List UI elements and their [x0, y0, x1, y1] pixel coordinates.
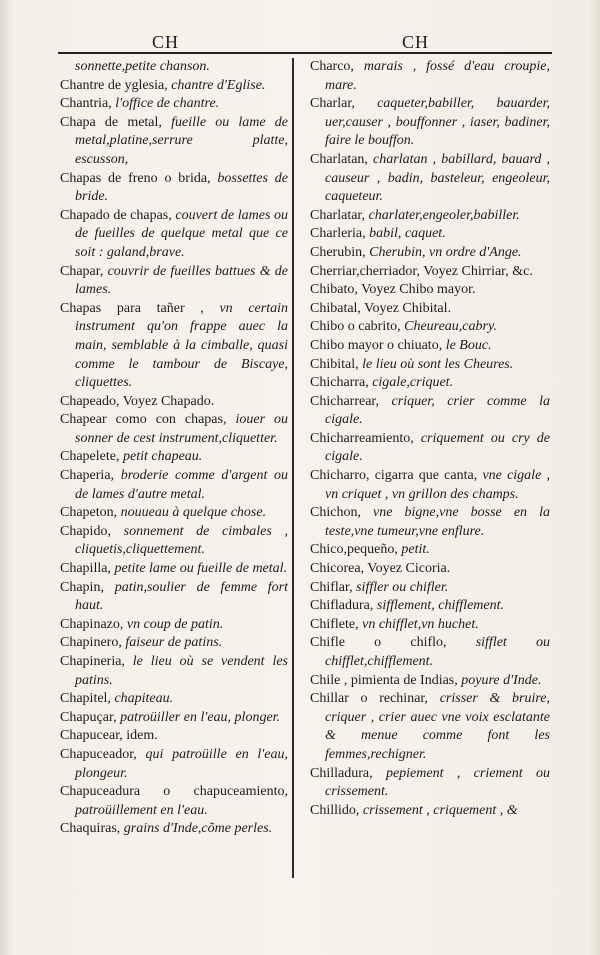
dictionary-entry — [60, 690, 288, 709]
entry-headword: Chibato, Voyez Chibo mayor. — [310, 282, 476, 298]
entry-headword: Chapas de freno o brida, — [60, 170, 211, 186]
entry-definition: siffler ou chifler. — [356, 579, 449, 595]
right-column — [310, 58, 550, 820]
entry-headword: Chapitel, — [60, 691, 111, 707]
entry-headword: Chicharreamiento, — [310, 430, 414, 446]
entry-definition: faiseur de patins. — [125, 635, 223, 651]
entry-definition: cigale,criquet. — [372, 375, 454, 391]
entry-headword: Chicharrear, — [310, 393, 380, 409]
dictionary-entry — [310, 300, 550, 319]
entry-headword: Chapa de metal, — [60, 114, 162, 130]
dictionary-entry — [310, 318, 550, 337]
header-rule — [58, 52, 552, 54]
dictionary-entry — [310, 151, 550, 207]
dictionary-entry — [310, 597, 550, 616]
entry-headword: Charlar, — [310, 96, 355, 112]
entry-definition: sifflet ou chifflet,chifflement. — [325, 635, 550, 669]
entry-definition: vne cigale , vn criquet , vn grillon des champs. — [325, 468, 550, 502]
dictionary-entry — [60, 746, 288, 783]
dictionary-entry — [310, 504, 550, 541]
dictionary-entry — [310, 337, 550, 356]
dictionary-entry — [310, 579, 550, 598]
dictionary-entry — [310, 281, 550, 300]
entry-headword: Chillido, — [310, 802, 360, 818]
entry-definition: iouer ou sonner de cest instrument,cliquetter. — [75, 412, 288, 446]
dictionary-entry — [60, 616, 288, 635]
dictionary-entry — [60, 634, 288, 653]
entry-definition: broderie comme d'argent ou de lames d'autre metal. — [75, 468, 289, 502]
dictionary-entry — [60, 77, 288, 96]
entry-definition: caqueter,babiller, bauarder, uer,causer , bouffonner , iaser, badiner, faire le bouffon. — [325, 96, 551, 149]
entry-headword: Chapuçar, — [60, 709, 117, 725]
left-column — [60, 58, 288, 839]
dictionary-entry — [60, 783, 288, 820]
entry-headword: Cherubin, — [310, 244, 366, 260]
entry-headword: Chaquiras, — [60, 821, 121, 837]
entry-headword: Charlatar, — [310, 207, 366, 223]
entry-headword: Chapin, — [60, 579, 104, 595]
entry-definition: petit chapeau. — [122, 449, 203, 465]
entry-headword: Chaperia, — [60, 468, 115, 484]
entry-definition: patin,soulier de femme fort haut. — [75, 579, 289, 614]
entry-headword: Chapucear, idem. — [60, 728, 158, 744]
dictionary-entry — [310, 765, 550, 802]
entry-headword: Chibo o cabrito, — [310, 319, 401, 335]
entry-headword: Chapado de chapas, — [60, 207, 172, 223]
dictionary-entry — [60, 170, 288, 207]
dictionary-entry — [310, 263, 550, 282]
entry-headword: Chantre de yglesia, — [60, 77, 168, 93]
entry-definition: vn chifflet,vn huchet. — [362, 616, 479, 632]
entry-headword: Chapineria, — [60, 654, 125, 669]
entry-definition: crisser & bruire, criquer , crier auec vne voix esclatante & menue comme font les femmes,rechigner. — [325, 691, 550, 762]
entry-definition: crissement , criquement , & — [362, 802, 518, 818]
entry-headword: Chicharro, cigarra que canta, — [310, 468, 478, 484]
entry-headword: Charco, — [310, 59, 354, 74]
entry-definition: babil, caquet. — [369, 226, 446, 242]
entry-headword: Chapido, — [60, 523, 111, 539]
entry-definition: fueille ou lame de metal,platine,serrure platte, escusson, — [75, 114, 289, 167]
dictionary-entry — [310, 430, 550, 467]
entry-headword: Chibital, — [310, 356, 359, 372]
dictionary-entry — [310, 58, 550, 95]
entry-headword: Charleria, — [310, 226, 366, 242]
dictionary-entry — [60, 393, 288, 412]
dictionary-entry — [60, 560, 288, 579]
dictionary-entry — [60, 467, 288, 504]
entry-definition: marais , fossé d'eau croupie, mare. — [325, 59, 551, 93]
entry-headword: Chantria, — [60, 96, 112, 112]
entry-headword: Chicharra, — [310, 375, 369, 391]
dictionary-entry — [60, 300, 288, 393]
dictionary-entry — [310, 207, 550, 226]
dictionary-entry — [310, 802, 550, 821]
entry-headword: Cherriar,cherriador, Voyez Chirriar, &c. — [310, 263, 533, 279]
entry-headword: Chapas para tañer , — [60, 300, 204, 316]
dictionary-entry — [60, 579, 288, 616]
entry-headword: Chiflete, — [310, 616, 359, 632]
entry-headword: Chico,pequeño, — [310, 542, 398, 558]
dictionary-entry — [60, 504, 288, 523]
entry-headword: Chibatal, Voyez Chibital. — [310, 300, 452, 316]
entry-headword: Chichon, — [310, 505, 361, 521]
entry-definition: chantre d'Eglise. — [171, 77, 266, 93]
entry-definition: charlater,engeoler,babiller. — [368, 207, 520, 223]
entry-headword: Chapeton, — [60, 505, 118, 521]
entry-headword: Chicorea, Voyez Cicoria. — [310, 561, 451, 577]
entry-headword: Chibo mayor o chiuato, — [310, 337, 443, 353]
entry-definition: qui patroüille en l'eau, plongeur. — [75, 746, 288, 781]
entry-headword: Chapeado, Voyez Chapado. — [60, 393, 215, 409]
entry-definition: patroüiller en l'eau, plonger. — [120, 709, 281, 725]
entry-definition: petite lame ou fueille de metal. — [114, 561, 288, 577]
entry-headword: Chifle o chiflo, — [310, 635, 447, 651]
entry-definition: patroüillement en l'eau. — [75, 802, 208, 818]
entry-definition: le Bouc. — [445, 337, 492, 353]
entry-definition: l'office de chantre. — [115, 96, 220, 112]
entry-definition: sonnette,petite chanson. — [75, 59, 210, 74]
dictionary-entry — [310, 541, 550, 560]
entry-headword: Chillar o rechinar, — [310, 691, 429, 707]
dictionary-entry — [60, 820, 288, 839]
entry-definition: sifflement, chifflement. — [376, 598, 505, 614]
running-head-right: CH — [402, 32, 430, 52]
dictionary-entry — [310, 95, 550, 151]
entry-definition: charlatan , babillard, bauard , causeur , badin, basteleur, engeoleur, caqueteur. — [325, 151, 551, 205]
entry-definition: poyure d'Inde. — [461, 672, 542, 688]
entry-definition: Cheureau,cabry. — [404, 319, 497, 335]
dictionary-entry — [310, 560, 550, 579]
dictionary-entry — [310, 356, 550, 375]
entry-headword: Chapilla, — [60, 561, 111, 577]
dictionary-entry — [60, 448, 288, 467]
dictionary-entry — [310, 393, 550, 430]
dictionary-entry — [310, 634, 550, 671]
entry-definition: couvrir de fueilles battues & de lames. — [75, 263, 288, 298]
dictionary-entry — [60, 523, 288, 560]
entry-definition: vn coup de patin. — [126, 616, 224, 632]
entry-definition: petit. — [401, 542, 430, 558]
dictionary-entry — [60, 114, 288, 170]
dictionary-entry — [60, 709, 288, 728]
entry-headword: Chapinero, — [60, 635, 122, 651]
dictionary-entry — [310, 244, 550, 263]
dictionary-entry — [310, 616, 550, 635]
column-divider — [292, 58, 294, 878]
entry-definition: sonnement de cimbales , cliquetis,cliquettement. — [75, 523, 288, 558]
entry-headword: Charlatan, — [310, 151, 368, 167]
entry-definition: vne bigne,vne bosse en la teste,vne tumeur,vne enflure. — [325, 505, 550, 539]
entry-headword: Chile , pimienta de Indias, — [310, 672, 458, 688]
entry-headword: Chapelete, — [60, 449, 120, 465]
entry-definition: Cherubin, vn ordre d'Ange. — [369, 244, 522, 260]
entry-headword: Chapinazo, — [60, 616, 124, 632]
entry-definition: chapiteau. — [114, 691, 174, 707]
dictionary-entry — [310, 225, 550, 244]
entry-headword: Chifladura, — [310, 598, 374, 614]
entry-definition: le lieu où sont les Cheures. — [362, 356, 514, 372]
dictionary-entry — [60, 727, 288, 746]
dictionary-entry — [310, 690, 550, 764]
dictionary-entry — [60, 653, 288, 690]
entry-definition: grains d'Inde,cõme perles. — [123, 821, 273, 837]
entry-headword: Chapuceador, — [60, 746, 137, 762]
running-head-left: CH — [152, 32, 180, 52]
entry-definition: pepiement , criement ou crissement. — [325, 765, 550, 800]
entry-headword: Chapuceadura o chapuceamiento, — [60, 784, 288, 800]
entry-definition: criquement ou cry de cigale. — [325, 430, 550, 465]
entry-headword: Chapear como con chapas, — [60, 412, 227, 428]
entry-definition: criquer, crier comme la cigale. — [325, 393, 550, 428]
dictionary-entry — [310, 374, 550, 393]
dictionary-entry — [310, 467, 550, 504]
entry-definition: vn certain instrument qu'on frappe auec la main, semblable à la cimballe, quasi comme le tambour de Biscaye, cliquettes. — [75, 300, 288, 391]
entry-definition: nouueau à quelque chose. — [120, 505, 267, 521]
dictionary-entry — [60, 58, 288, 77]
entry-headword: Chilladura, — [310, 765, 373, 781]
dictionary-entry — [60, 95, 288, 114]
entry-headword: Chiflar, — [310, 579, 353, 595]
dictionary-entry — [60, 411, 288, 448]
entry-definition: le lieu où se vendent les patins. — [75, 654, 289, 688]
dictionary-entry — [60, 207, 288, 263]
dictionary-entry — [60, 263, 288, 300]
entry-definition: bossettes de bride. — [75, 170, 289, 205]
entry-definition: couvert de lames ou de fueilles de quelque metal que ce soit : galand,brave. — [75, 207, 288, 260]
dictionary-entry — [310, 672, 550, 691]
entry-headword: Chapar, — [60, 263, 104, 279]
